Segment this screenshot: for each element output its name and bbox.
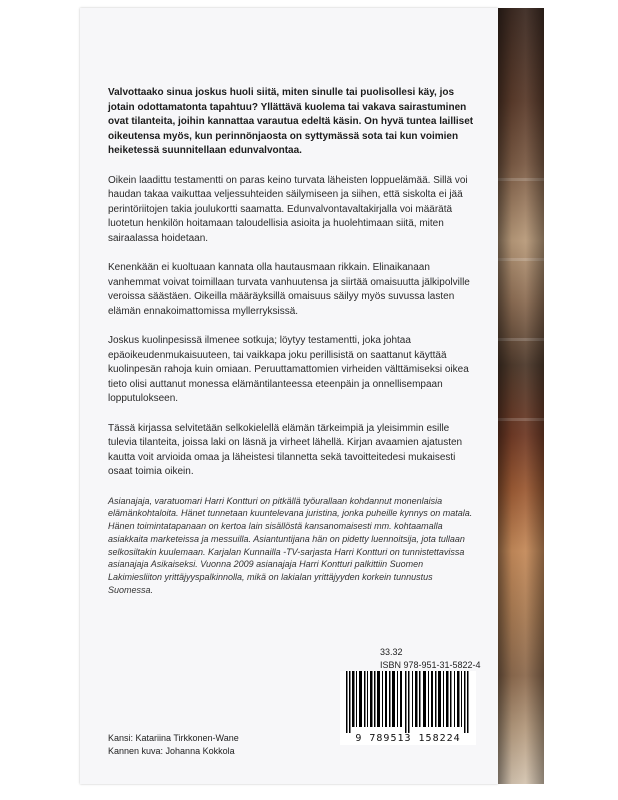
barcode-bars (340, 671, 476, 733)
body-paragraph: Oikein laadittu testamentti on paras keino turvata läheisten loppuelämää. Sillä voi haudan takaa vaikuttaa veljessuhteiden säilymiseen ja siihen, että siskolta ei jää perintöriitojen takia joulukortti saamatta. Edunvalvontavaltakirjalla voi määrätä luotetun henkilön hoitamaan taloudellisia asioita ja huolehtimaan siitä, miten sairaalassa hoidetaan. (108, 174, 468, 244)
photo-credit: Kannen kuva: Johanna Kokkola (108, 746, 235, 756)
book (80, 8, 544, 784)
blurb-text (108, 86, 478, 612)
author-bio: Asianajaja, varatuomari Harri Kontturi on pitkällä työurallaan kohdannut monenlaisia elämänkohtaloita. Hänet tunnetaan kuuntelevana juristina, jonka puheille kynnys on matala. Hänen toimintatapanaan on kertoa lain sisällöstä kansanomaisesti mm. kohtaamalla asiakkaita marketeissa ja messuilla. Asiantuntijana hän on pidetty luennoitsija, jota tullaan selkosiltakin kuulemaan. Karjalan Kunnailla -TV-sarjasta Harri Kontturi on tunnistettavissa asianajaja Asikaiseksi. Vuonna 2009 asianajaja Harri Kontturi palkittiin Suomen Lakimiesliiton yrittäjyyspalkinnolla, mikä on lakialan yrittäjyyden korkein tunnustus Suomessa. (108, 495, 473, 596)
body-paragraph: Joskus kuolinpesissä ilmenee sotkuja; löytyy testamentti, joka johtaa epäoikeudenmukaisuuteen, tai vaikkapa joku perillisistä on saattanut käyttää kuolinpesän rahoja kuin omiaan. Peruuttamattomien virheiden välttämiseksi oikea tieto olisi auttanut monessa elämäntilanteessa eteenpäin ja onnellisempaan lopputulokseen. (108, 335, 469, 404)
barcode-number: 9 789513 158224 (355, 733, 461, 744)
price-code: 33.32 (380, 647, 403, 657)
intro-paragraph: Valvottaako sinua joskus huoli siitä, miten sinulle tai puolisollesi käy, jos jotain odottamatonta tapahtuu? Yllättävä kuolema tai vakava sairastuminen ovat tilanteita, joihin kannattaa varautua edeltä käsin. On hyvä tuntea lailliset oikeutensa myös, kun perinnönjaosta on syttymässä sota tai kun voimien heiketessä suunnitellaan edunvalvontaa. (108, 87, 474, 156)
back-cover (80, 8, 498, 784)
body-paragraph: Kenenkään ei kuoltuaan kannata olla hautausmaan rikkain. Elinaikanaan vanhemmat voivat toimillaan turvata vanhuutensa ja siirtää omaisuutta jälkipolville veroissa säästäen. Oikeilla määräyksillä omaisuus säilyy myös suvussa lasten elämän ennakoimattomissa myllerryksissä. (108, 262, 470, 317)
credits (108, 732, 239, 758)
cover-photo-strip (498, 8, 544, 784)
isbn-text: ISBN 978-951-31-5822-4 (380, 660, 481, 670)
body-paragraph: Tässä kirjassa selvitetään selkokielellä elämän tärkeimpiä ja yleisimmin esille tulevia tilanteita, joissa laki on läsnä ja virheet lähellä. Kirjan avaamien ajatusten kautta voit arvioida omaa ja läheistesi tilannetta sekä tavoitteitedesi mukaisesti osaat toimia oikein. (108, 422, 463, 477)
cover-credit: Kansi: Katariina Tirkkonen-Wane (108, 733, 239, 743)
